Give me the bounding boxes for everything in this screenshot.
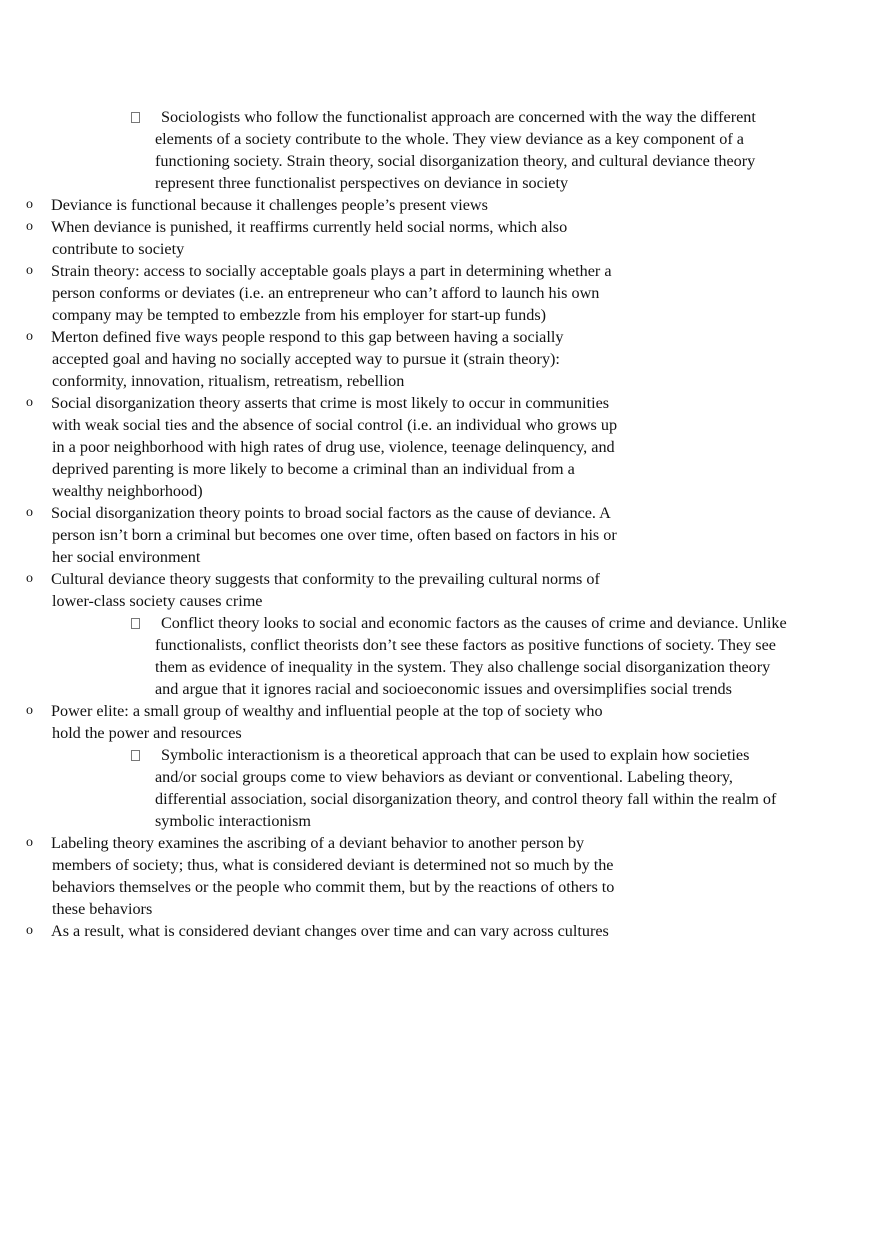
list-item: o When deviance is punished, it reaffirms currently held social norms, which also contribute to society xyxy=(26,218,568,258)
document-body xyxy=(0,106,880,942)
circle-bullet-icon: o xyxy=(26,835,33,850)
circle-bullet-icon: o xyxy=(26,703,33,718)
list-item: o Cultural deviance theory suggests that conformity to the prevailing cultural norms of lower-class society causes crime xyxy=(26,570,600,610)
section-text: Symbolic interactionism is a theoretical approach that can be used to explain how societies and/or social groups come to view behaviors as deviant or conventional. Labeling theory, differential association, social disorganization theory, and control theory fall within the realm of symbolic interactionism xyxy=(155,746,777,830)
list-item: o Social disorganization theory asserts that crime is most likely to occur in communities with weak social ties and the absence of social control (i.e. an individual who grows up in a poor neighborhood with high rates of drug use, violence, teenage delinquency, and deprived parenting is more likely to become a criminal than an individual from a wealthy neighborhood) xyxy=(26,394,618,500)
list-item: o Merton defined five ways people respond to this gap between having a socially accepted goal and having no socially accepted way to pursue it (strain theory): conformity, innovation, ritualism, retreatism, rebellion xyxy=(26,328,564,390)
symbolic-interactionism-subpoints xyxy=(0,832,880,942)
circle-bullet-icon: o xyxy=(26,197,33,212)
section-text: Sociologists who follow the functionalist approach are concerned with the way the different elements of a society contribute to the whole. They view deviance as a key component of a functioning society. Strain theory, social disorganization theory, and cultural deviance theory represent three functionalist perspectives on deviance in society xyxy=(155,108,756,192)
list-item: o Strain theory: access to socially acceptable goals plays a part in determining whether a person conforms or deviates (i.e. an entrepreneur who can’t afford to launch his own company may be tempted to embezzle from his employer for start-up funds) xyxy=(26,262,612,324)
circle-bullet-icon: o xyxy=(26,571,33,586)
square-bullet-icon xyxy=(131,750,140,761)
section-symbolic-interactionism xyxy=(155,744,787,832)
list-item: o Power elite: a small group of wealthy and influential people at the top of society who hold the power and resources xyxy=(26,702,603,742)
circle-bullet-icon: o xyxy=(26,505,33,520)
section-text: Conflict theory looks to social and economic factors as the causes of crime and deviance. Unlike functionalists, conflict theorists don’t see these factors as positive functions of society. They see them as evidence of inequality in the system. They also challenge social disorganization theory and argue that it ignores racial and socioeconomic issues and oversimplifies social trends xyxy=(155,614,787,698)
list-item: o Labeling theory examines the ascribing of a deviant behavior to another person by members of society; thus, what is considered deviant is determined not so much by the behaviors themselves or the people who commit them, but by the reactions of others to these behaviors xyxy=(26,834,615,918)
circle-bullet-icon: o xyxy=(26,263,33,278)
square-bullet-icon xyxy=(131,112,140,123)
conflict-theory-subpoints xyxy=(0,700,880,744)
section-functionalism xyxy=(155,106,787,194)
list-item: o Social disorganization theory points to broad social factors as the cause of deviance. A person isn’t born a criminal but becomes one over time, often based on factors in his or her social environment xyxy=(26,504,617,566)
circle-bullet-icon: o xyxy=(26,219,33,234)
circle-bullet-icon: o xyxy=(26,395,33,410)
square-bullet-icon xyxy=(131,618,140,629)
circle-bullet-icon: o xyxy=(26,329,33,344)
functionalism-subpoints xyxy=(0,194,880,612)
circle-bullet-icon: o xyxy=(26,923,33,938)
section-conflict-theory xyxy=(155,612,787,700)
list-item: o Deviance is functional because it challenges people’s present views xyxy=(26,196,488,214)
list-item: o As a result, what is considered deviant changes over time and can vary across cultures xyxy=(26,922,609,940)
